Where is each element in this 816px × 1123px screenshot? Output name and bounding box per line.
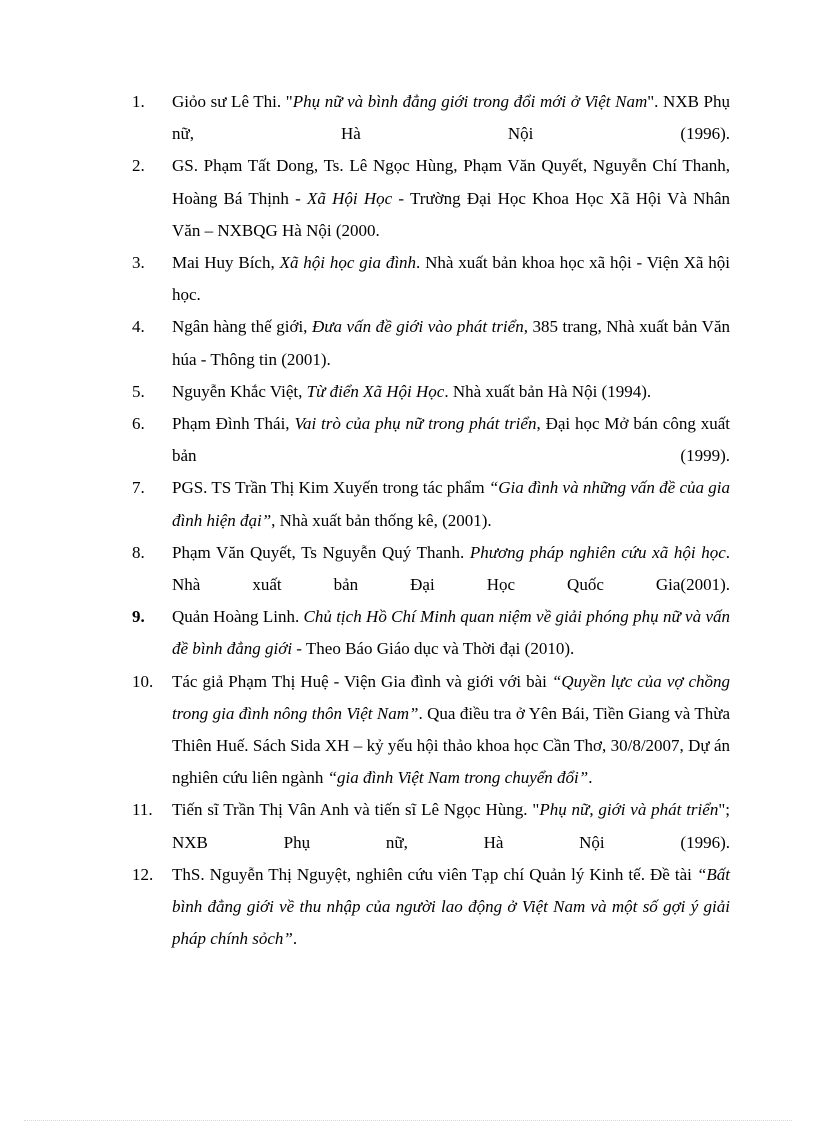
reference-number: 1. [132, 92, 145, 111]
reference-segment: Quản Hoàng Linh. [172, 607, 304, 627]
reference-segment: PGS. TS Trần Thị Kim Xuyến trong tác phẩm [172, 478, 489, 498]
reference-number: 3. [132, 253, 145, 273]
reference-item [132, 859, 730, 956]
reference-title-segment: Phương pháp nghiên cứu xã hội học [469, 542, 726, 562]
reference-item [132, 247, 730, 311]
reference-number: 7. [132, 478, 145, 498]
reference-text [172, 247, 730, 311]
reference-title-segment: “Gia đình và những vấn đề của gia đình hiện đại” [172, 478, 731, 530]
reference-segment: , Nhà xuất bản thống kê, (2001). [271, 510, 492, 530]
reference-number: 5. [132, 381, 145, 401]
reference-segment: , Đại học Mở bán công xuất bản (1999). [172, 414, 730, 466]
reference-number: 11. [132, 800, 153, 820]
reference-title-segment: “Quyền lực của vợ chồng trong gia đình nông thôn Việt Nam” [172, 671, 730, 723]
reference-number: 9. [132, 607, 145, 627]
reference-title-segment: Phụ nữ, giới và phát triển [539, 800, 719, 820]
reference-number: 2. [132, 156, 145, 176]
reference-item [132, 376, 730, 408]
reference-segment: Tiến sĩ Trần Thị Vân Anh và tiến sĩ Lê Ngọc Hùng. " [172, 800, 540, 820]
reference-text [172, 666, 730, 795]
reference-item [132, 794, 730, 858]
reference-item [132, 601, 730, 665]
reference-segment: GS. Phạm Tất Dong, Ts. Lê Ngọc Hùng, Phạm Văn Quyết, Nguyễn Chí Thanh, Hoàng Bá Thịnh - [172, 156, 730, 208]
reference-text [172, 472, 730, 536]
reference-item [132, 537, 730, 601]
reference-segment: . Nhà xuất bản Đại Học Quốc Gia(2001). [172, 542, 730, 595]
reference-number: 8. [132, 542, 145, 562]
reference-segment: . Nhà xuất bản Hà Nội (1994). [444, 381, 652, 401]
reference-item [132, 408, 730, 472]
reference-segment: "; NXB Phụ nữ, Hà Nội (1996). [172, 800, 730, 852]
reference-segment: - Trường Đại Học Khoa Học Xã Hội Và Nhân Văn – NXBQG Hà Nội (2000. [172, 188, 730, 240]
reference-segment: Nguyễn Khắc Việt, [172, 381, 307, 401]
reference-segment: ThS. Nguyễn Thị Nguyệt, nghiên cứu viên Tạp chí Quản lý Kinh tế. Đề tài [172, 864, 697, 884]
reference-segment: Mai Huy Bích, [172, 253, 280, 273]
reference-title-segment: “Bất bình đẳng giới về thu nhập của người lao động ở Việt Nam và một số gợi ý giải pháp chính sỏch” [172, 864, 730, 949]
reference-segment: Phạm Văn Quyết, Ts Nguyễn Quý Thanh. [172, 542, 470, 562]
reference-segment: . [588, 768, 593, 788]
reference-text [172, 311, 730, 375]
reference-number: 6. [132, 414, 145, 434]
reference-segment: . [292, 929, 298, 949]
reference-title-segment: “gia đình Việt Nam trong chuyển đổi” [327, 768, 589, 788]
reference-text [172, 86, 730, 150]
reference-text [172, 408, 730, 472]
reference-segment: Giỏo sư Lê Thi. " [172, 92, 293, 111]
reference-segment: - Theo Báo Giáo dục và Thời đại (2010). [292, 639, 575, 659]
reference-text [172, 150, 730, 247]
reference-title-segment: Đưa vấn đề giới vào phát triển [311, 317, 524, 337]
reference-number: 4. [132, 317, 145, 337]
reference-item [132, 311, 730, 375]
reference-text [172, 794, 730, 858]
reference-segment: ". NXB Phụ nữ, Hà Nội (1996). [172, 92, 730, 144]
reference-segment: . Qua điều tra ở Yên Bái, Tiền Giang và Thừa Thiên Huế. Sách Sida XH – kỷ yếu hội thảo khoa học Cần Thơ, 30/8/2007, Dự án nghiên cứu liên ngành [172, 703, 731, 788]
page-bottom-rule [24, 1120, 792, 1121]
reference-segment: . Nhà xuất bản khoa học xã hội - Viện Xã hội học. [172, 253, 730, 305]
reference-title-segment: Chủ tịch Hồ Chí Minh quan niệm về giải phóng phụ nữ và vấn đề bình đẳng giới [172, 607, 730, 659]
reference-title-segment: Xã hội học gia đình [279, 253, 417, 273]
reference-number: 12. [132, 864, 154, 884]
reference-title-segment: Vai trò của phụ nữ trong phát triển [294, 414, 537, 434]
reference-item [132, 666, 730, 795]
reference-text [172, 601, 730, 665]
reference-title-segment: Phụ nữ và bình đẳng giới trong đổi mới ở Việt Nam [292, 92, 648, 111]
reference-text [172, 537, 730, 601]
reference-text [172, 859, 730, 956]
reference-item [132, 472, 730, 536]
reference-segment: Phạm Đình Thái, [172, 414, 295, 434]
reference-item [132, 86, 730, 150]
reference-number: 10. [132, 671, 154, 691]
reference-segment: , 385 trang, Nhà xuất bản Văn húa - Thông tin (2001). [172, 317, 730, 369]
reference-list [132, 86, 730, 955]
reference-title-segment: Xã Hội Học [307, 188, 393, 208]
reference-text [172, 376, 730, 408]
reference-title-segment: Từ điển Xã Hội Học [306, 381, 445, 401]
reference-segment: Tác giả Phạm Thị Huệ - Viện Gia đình và giới với bài [172, 671, 552, 691]
reference-segment: Ngân hàng thế giới, [172, 317, 312, 337]
reference-item [132, 150, 730, 247]
